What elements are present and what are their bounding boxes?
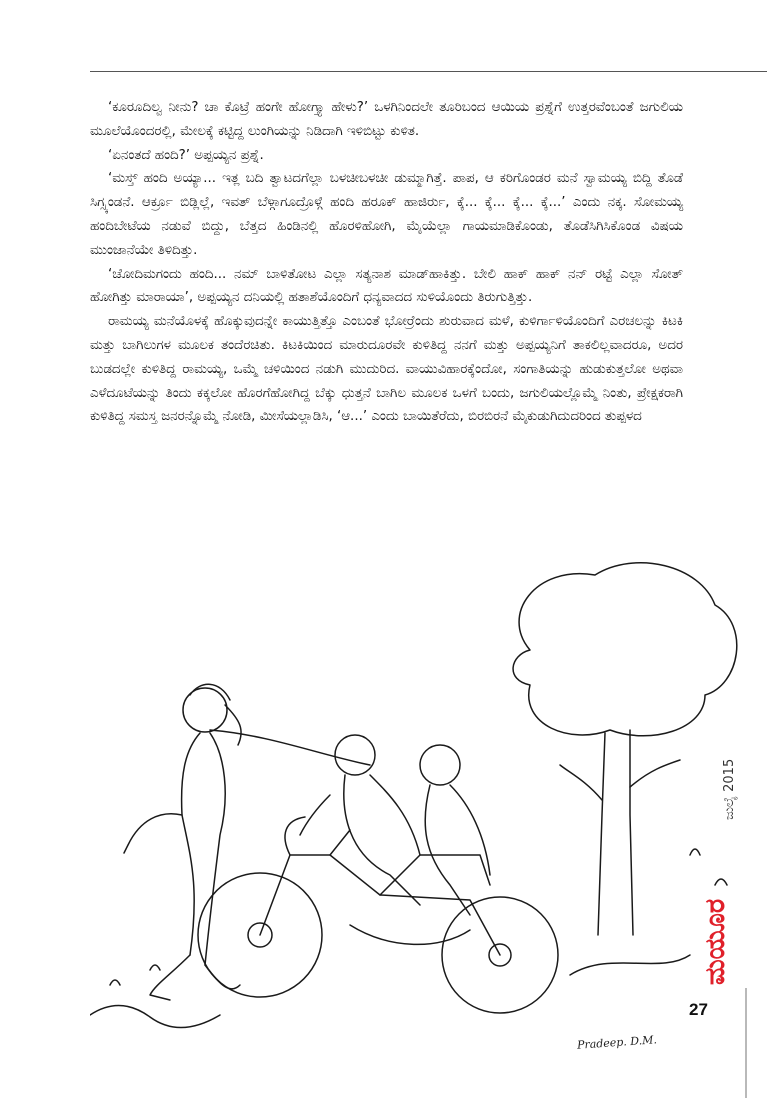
riders-drawing bbox=[300, 735, 490, 915]
paragraph-5: ರಾಮಯ್ಯ ಮನೆಯೊಳಕ್ಕೆ ಹೊಕ್ಕುವುದನ್ನೇ ಕಾಯುತ್ತಿತ್ತೊ ಎಂಬಂತೆ ಭೋರ್ರೆಂದು ಶುರುವಾದ ಮಳೆ, ಕುಳಿರ್ಗಾಳಿಯೊಂದಿಗೆ ಎರಚಲನ್ನು ಕಿಟಕಿ ಮತ್ತು ಬಾಗಿಲುಗಳ ಮೂಲಕ ತಂದೆರಚಿತು. ಕಿಟಕಿಯಿಂದ ಮಾರುದೂರವೇ ಕುಳಿತಿದ್ದ ನನಗೆ ಮತ್ತು ಅಪ್ಪಯ್ಯನಿಗೆ ತಾಕಲಿಲ್ಲವಾದರೂ, ಅದರ ಬುಡದಲ್ಲೇ ಕುಳಿತಿದ್ದ ರಾಮಯ್ಯ, ಒಮ್ಮೆ ಚಳಿಯಿಂದ ನಡುಗಿ ಮುದುರಿದ. ವಾಯುವಿಹಾರಕ್ಕೆಂದೋ, ಸಂಗಾತಿಯನ್ನು ಹುಡುಕುತ್ತಲೋ ಅಥವಾ ಎಳೆದೂಟೆಯನ್ನು ತಿಂದು ಕಕ್ಕಲೋ ಹೊರಗೆಹೋಗಿದ್ದ ಬೆಕ್ಕು ಧುತ್ತನೆ ಬಾಗಿಲ ಮೂಲಕ ಒಳಗೆ ಬಂದು, ಜಗುಲಿಯಲ್ಲೊಮ್ಮೆ ನಿಂತು, ಪ್ರೇಕ್ಷಕರಾಗಿ ಕುಳಿತಿದ್ದ ಸಮಸ್ತ ಜನರನ್ನೊಮ್ಮೆ ನೋಡಿ, ಮೀಸೆಯಲ್ಲಾಡಿಸಿ, ‘ಆ...’ ಎಂದು ಬಾಯಿತೆರೆದು, ಬಿರಬಿರನೆ ಮೈಕುಡುಗಿದುದರಿಂದ ತುಪ್ಪಳದ bbox=[90, 314, 683, 425]
paragraph-4: ‘ಚೋದಿಮಗಂದು ಹಂದಿ... ನಮ್ ಬಾಳಿತೋಟ ಎಲ್ಲಾ ಸತ್ಯನಾಶ ಮಾಡ್‌ಹಾಕಿತ್ತು. ಬೇಲಿ ಹಾಕ್ ಹಾಕ್ ನನ್ ರಟ್ಟೆ ಎಲ್ಲಾ ಸೋತ್ ಹೋಗಿತ್ತು ಮಾರಾಯಾ’, ಅಪ್ಪಯ್ಯನ ದನಿಯಲ್ಲಿ ಹತಾಶೆಯೊಂದಿಗೆ ಧನ್ಯವಾದದ ಸುಳಿಯೊಂದು ತಿರುಗುತ್ತಿತ್ತು. bbox=[90, 266, 683, 306]
paragraph-2: ‘ಏನಂತದೆ ಹಂದಿ?’ ಅಪ್ಪಯ್ಯನ ಪ್ರಶ್ನೆ. bbox=[108, 147, 264, 163]
page-number: 27 bbox=[689, 1000, 708, 1019]
header-rule bbox=[90, 71, 767, 72]
motorbike-drawing bbox=[198, 817, 558, 1013]
issue-date: ಜುಲೈ 2015 bbox=[722, 758, 737, 820]
motorbike-illustration bbox=[90, 555, 750, 1065]
paragraph-1: ‘ಕೂರೂದಿಲ್ವ ನೀನು? ಚಾ ಕೊಟ್ರೆ ಹಂಗೇ ಹೋಗ್ತ್ಯಾ ಹೇಳು?’ ಒಳಗಿನಿಂದಲೇ ತೂರಿಬಂದ ಆಯಿಯ ಪ್ರಶ್ನೆಗೆ ಉತ್ತರವೆಂಬಂತೆ ಜಗುಲಿಯ ಮೂಲೆಯೊಂದರಲ್ಲಿ, ಮೇಲಕ್ಕೆ ಕಟ್ಟಿದ್ದ ಲುಂಗಿಯನ್ನು ನಿಡಿದಾಗಿ ಇಳಿಬಿಟ್ಟು ಕುಳಿತ. bbox=[90, 100, 683, 139]
illustrator-signature: Pradeep. D.M. bbox=[576, 1033, 658, 1052]
sidebar-divider bbox=[745, 988, 747, 1098]
tree-drawing bbox=[513, 563, 737, 935]
woman-figure bbox=[124, 684, 370, 1000]
article-body bbox=[90, 96, 683, 429]
paragraph-3: ‘ಮಸ್ತ್ ಹಂದಿ ಅಯ್ಯಾ... ಇತ್ಲ ಬದಿ ತ್ವಾಟದಗೆಲ್ಲಾ ಬಳಚೀಬಳಚೀ ಡುಮ್ಮಾಗಿತ್ತೆ. ಪಾಪ, ಆ ಕರಿಗೊಂಡರ ಮನೆ ಸ್ವಾಮಯ್ಯ ಬಿದ್ದಿ ತೊಡೆ ಸಿಗ್ಸ್ಕಂಡನೆ. ಆರ್ಕ್ರೂ ಬಿಡ್ಲಿಲ್ಲೆ, ಇವತ್ ಬೆಳ್ಗಾಗೂದ್ರೊಳ್ಗೆ ಹಂದಿ ಹರೂಕ್ ಹಾಜಿರ್ರು, ಕ್ಕೆ... ಕ್ಕೆ... ಕ್ಕೆ... ಕ್ಕೆ...’ ಎಂದು ನಕ್ಕ. ಸೋಮಯ್ಯ ಹಂದಿಬೇಟೆಯ ನಡುವೆ ಬಿದ್ದು, ಬೆತ್ತದ ಹಿಂಡಿನಲ್ಲಿ ಹೊರಳಿಹೋಗಿ, ಮೈಯೆಲ್ಲಾ ಗಾಯಮಾಡಿಕೊಂಡು, ತೊಡೆಸಿಗಿಸಿಕೊಂಡ ವಿಷಯ ಮುಂಜಾನೆಯೇ ತಿಳಿದಿತ್ತು. bbox=[90, 171, 683, 258]
magazine-name: ಮಯೂರ bbox=[700, 898, 731, 985]
